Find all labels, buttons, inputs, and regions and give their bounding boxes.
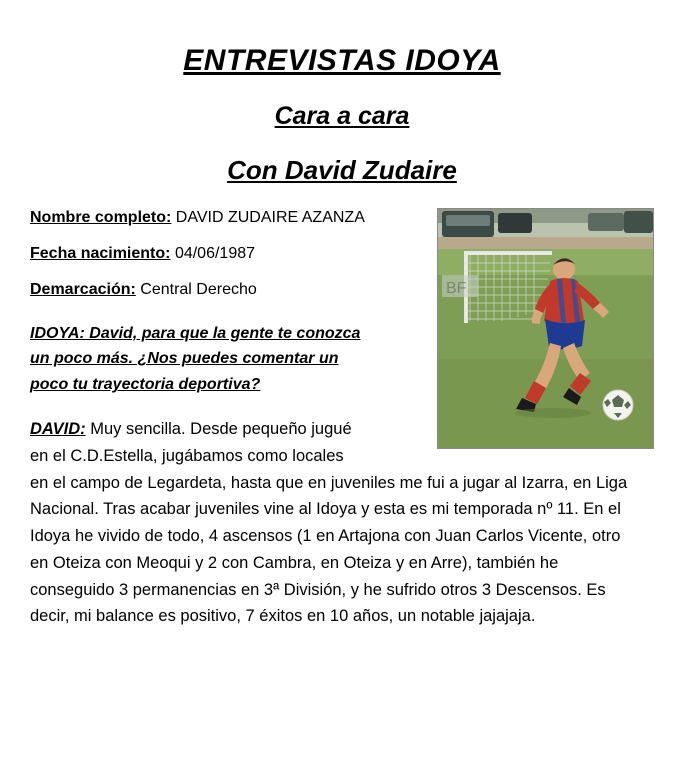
footballer-photo [437,208,654,449]
field-label-nombre: Nombre completo: [30,209,172,226]
answer-intro-line-1: Muy sencilla. Desde pequeño jugué [90,420,352,439]
interview-answer-head [30,416,430,469]
question-line-2: un poco más. ¿Nos puedes comentar un [30,350,339,368]
field-value-nombre: DAVID ZUDAIRE AZANZA [175,209,365,226]
page-title: ENTREVISTAS IDOYA [183,44,501,77]
field-row [30,208,450,227]
question-line-3: poco tu trayectoria deportiva? [30,376,261,394]
answer-speaker-label: DAVID: [30,420,86,439]
svg-text:BF: BF [446,280,467,297]
page-subtitle: Cara a cara [274,102,410,130]
interview-question [30,321,425,399]
field-row [30,280,450,299]
field-value-demarcacion: Central Derecho [140,281,257,299]
page-subtitle-secondary: Con David Zudaire [227,155,457,185]
question-line-1: IDOYA: David, para que la gente te conozca [30,324,361,342]
answer-intro-line-2: en el C.D.Estella, jugábamos como locales [30,447,344,465]
content-area [30,208,654,630]
field-value-fecha: 04/06/1987 [174,245,256,263]
interview-answer-body: en el campo de Legardeta, hasta que en juveniles me fui a jugar al Izarra, en Liga Nacional. Tras acabar juveniles vine al Idoya y esta es mi temporada nº 11. En el Idoya he vivido de todo, 4 ascensos (1 en Artajona con Juan Carlos Vicente, otro en Oteiza con Meoqui y 2 con Cambra, en Oteiza y en Arre), también he conseguido 3 permanencias en 3ª División, y he sufrido otros 3 Descensos. Es decir, mi balance es positivo, 7 éxitos en 10 años, un notable jajajaja. [30,473,628,626]
field-label-fecha: Fecha nacimiento: [30,245,171,263]
field-row [30,244,450,263]
title-block [30,44,654,186]
player-fields [30,208,450,300]
field-label-demarcacion: Demarcación: [30,281,136,299]
